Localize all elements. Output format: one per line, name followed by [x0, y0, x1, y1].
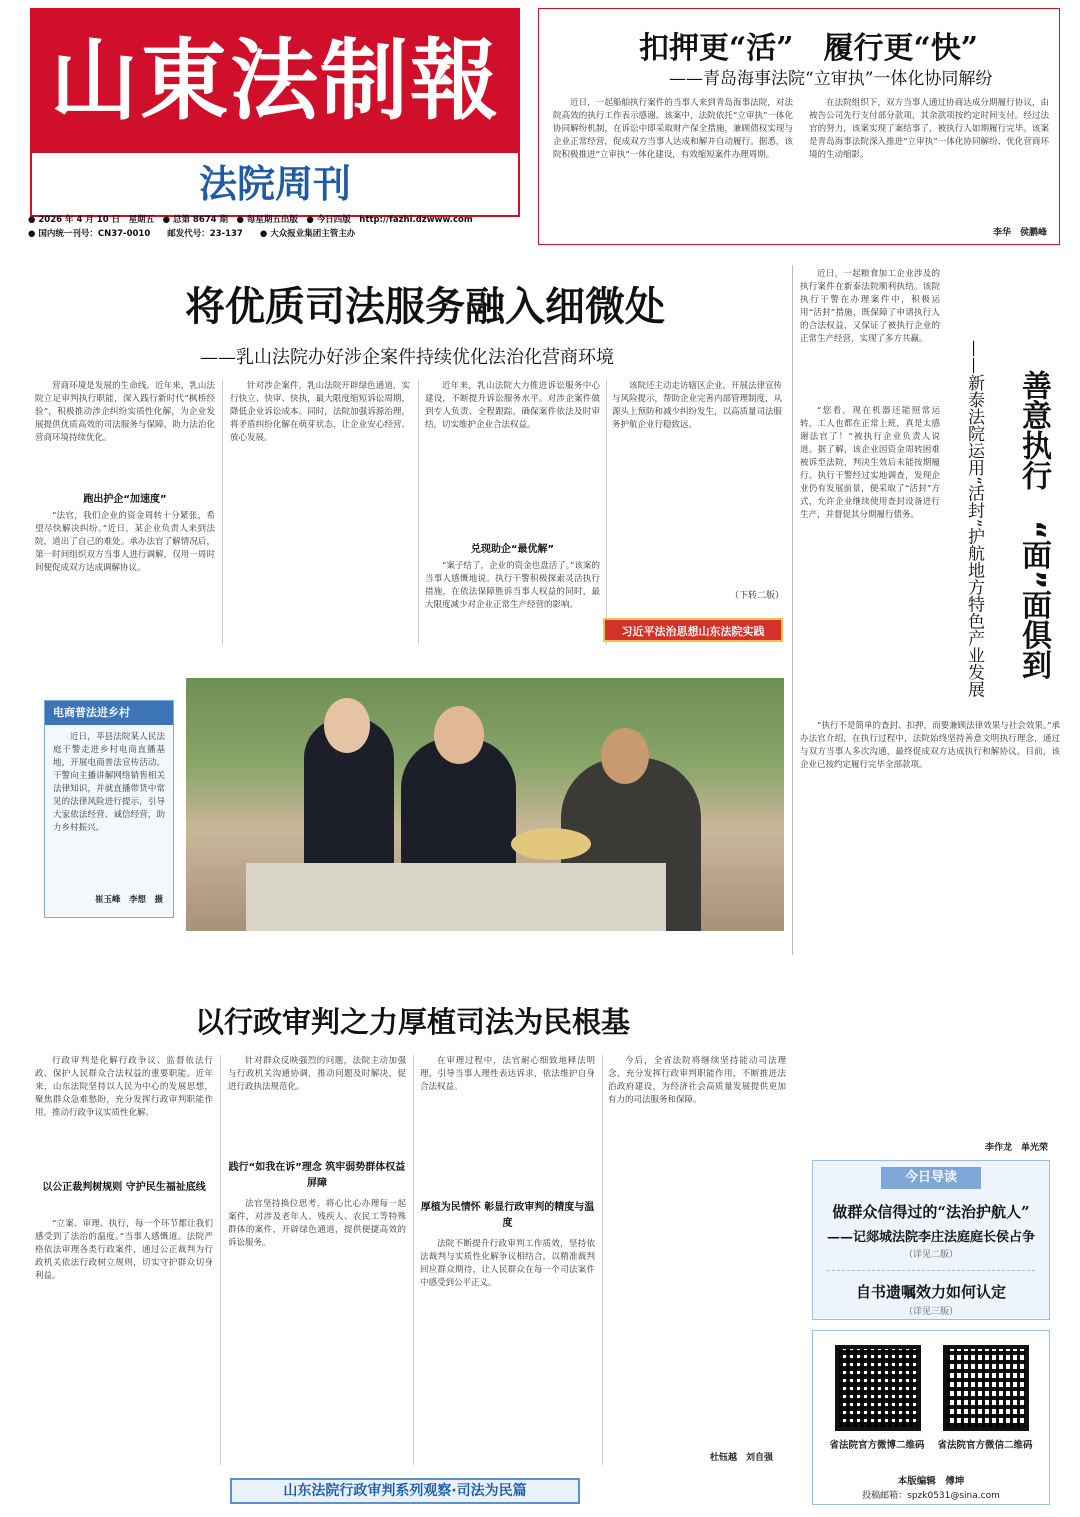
admin-story-col1: 行政审判是化解行政争议、监督依法行政、保护人民群众合法权益的重要职能。近年来，山东法院坚持以人民为中心的发展思想，聚焦群众急难愁盼，充分发挥行政审判职能作用，推动行政争议实质性化解。: [35, 1056, 213, 1118]
right-story-subtitle: ——新泰法院运用“活封”护航地方特色产业发展: [964, 340, 984, 698]
top-story-box: [538, 8, 1060, 245]
top-story-subtitle: ——青岛海事法院“立审执”一体化协同解纷: [669, 69, 993, 89]
photo-caption-title: 电商普法进乡村: [45, 701, 173, 725]
top-story-col2: 在法院组织下，双方当事人通过协商达成分期履行协议，由被告公司先行支付部分款项，其余款项按约定时间支付。经过法官的努力，该案实现了案结事了，被执行人如期履行完毕。该案是青岛海事法院深入推进“立审执”一体化协同解纷、优化营商环境的生动缩影。: [809, 98, 1049, 160]
right-story-title: 善意执行 “面”面俱到: [1016, 370, 1051, 680]
main-story-col3b: “案子结了，企业的资金也盘活了。”该案的当事人感慨地说。执行干警积极探索灵活执行措施，在依法保障胜诉当事人权益的同时，最大限度减少对企业正常生产经营的影响。: [425, 561, 600, 610]
guide-item2-title[interactable]: 自书遗嘱效力如何认定: [855, 1283, 1006, 1301]
right-story-text-a: 近日，一起粮食加工企业涉及的执行案件在新泰法院顺利执结。该院执行干警在办理案件中，积极运用“活封”措施，既保障了申请执行人的合法权益，又保证了被执行企业的正常生产经营，实现了多方共赢。: [800, 269, 940, 344]
main-story-banner: 习近平法治思想山东法院实践: [603, 618, 783, 642]
main-story-col2: 针对涉企案件，乳山法院开辟绿色通道，实行快立、快审、快执，最大限度缩短诉讼周期，降低企业诉讼成本。同时，法院加强诉源治理，将矛盾纠纷化解在萌芽状态，让企业安心经营、放心发展。: [230, 381, 410, 443]
admin-story-head2: 践行“如我在诉”理念 筑牢弱势群体权益屏障: [228, 1162, 406, 1189]
photo-caption-box: [44, 700, 174, 918]
feature-photo: [186, 678, 784, 931]
admin-story-title: 以行政审判之力厚植司法为民根基: [195, 1005, 631, 1039]
right-story-text-b: “您看，现在机器还能照常运转，工人也都在正常上班，真是太感谢法官了！”被执行企业负责人说道。据了解，该企业因资金周转困难被诉至法院，判决生效后未能按期履行。执行干警经过实地调查，发现企业仍有发展前景，便采取了“活封”方式，允许企业继续使用查封设备进行生产，并督促其分期履行债务。: [800, 406, 940, 520]
issue-line-1: ● 2026 年 4 月 10 日 星期五 ● 总第 8674 期 ● 每星期五出版 ● 今日四版 http://fazhi.dzwww.com: [28, 215, 473, 225]
table: [246, 863, 666, 931]
editor-credit: 本版编辑 傅坤: [897, 1476, 965, 1487]
guide-header: 今日导读: [881, 1167, 981, 1189]
person-2-head: [434, 706, 484, 764]
admin-story-head3: 厚植为民情怀 彰显行政审判的精度与温度: [420, 1202, 595, 1229]
submission-email[interactable]: 投稿邮箱：spzk0531@sina.com: [862, 1491, 1000, 1501]
photo-caption-byline: 崔玉峰 李想 摄: [94, 895, 163, 905]
top-story-col1: 近日，一起船舶执行案件的当事人来到青岛海事法院，对法院高效的执行工作表示感谢。该案中，法院依托“立审执”一体化协同解纷机制，在诉讼中即采取财产保全措施，兼顾债权实现与企业正常经营，促成双方当事人达成和解并自动履行。据悉，该院积极推进“立审执”一体化建设，有效缩短案件办理周期。: [553, 98, 793, 160]
wechat-qr-code: [943, 1345, 1029, 1431]
masthead-frame: [30, 153, 520, 217]
admin-story-head1: 以公正裁判树规则 守护民生福祉底线: [42, 1182, 206, 1193]
guide-item1-title[interactable]: 做群众信得过的“法治护航人”: [832, 1203, 1030, 1221]
guide-item1-sub: ——记郯城法院李庄法庭庭长侯占争: [826, 1230, 1035, 1245]
main-story-col4: 该院还主动走访辖区企业，开展法律宣传与风险提示，帮助企业完善内部管理制度，从源头上预防和减少纠纷发生，以高质量司法服务护航企业行稳致远。: [612, 381, 782, 430]
basket: [511, 828, 591, 860]
main-story-col3: 近年来，乳山法院大力推进诉讼服务中心建设，不断提升诉讼服务水平。对涉企案件做到专人负责、全程跟踪，确保案件依法及时审结，切实维护企业合法权益。: [425, 381, 600, 430]
issue-line-2: ● 国内统一刊号：CN37-0010 邮发代号：23-137 ● 大众报业集团主管主办: [28, 229, 356, 239]
main-story-head1: 跑出护企“加速度”: [83, 494, 167, 505]
admin-story-byline: 杜钰越 刘自强: [710, 1453, 774, 1463]
main-story-col1b: “法官，我们企业的资金周转十分紧张，希望尽快解决纠纷。”近日，某企业负责人来到法院，道出了自己的难处。承办法官了解情况后，第一时间组织双方当事人进行调解，仅用一周时间便促成双方达成调解协议。: [35, 511, 215, 573]
main-story-head2: 兑现助企“最优解”: [470, 544, 555, 555]
top-story-title: 扣押更“活” 履行更“快”: [639, 31, 979, 66]
admin-story-col1b: “立案、审理、执行，每一个环节都让我们感受到了法治的温度。”当事人感慨道。法院严格依法审理各类行政案件，通过公正裁判为行政机关依法行政树立规则，切实守护群众切身利益。: [35, 1219, 213, 1281]
main-story-subtitle: ——乳山法院办好涉企案件持续优化法治化营商环境: [200, 347, 614, 368]
admin-story-col4: 今后，全省法院将继续坚持能动司法理念，充分发挥行政审判职能作用，不断推进法治政府建设，为经济社会高质量发展提供更加有力的司法服务和保障。: [608, 1056, 786, 1105]
admin-story-col2b: 法官坚持换位思考，将心比心办理每一起案件，对涉及老年人、残疾人、农民工等特殊群体的案件，开辟绿色通道，提供便捷高效的诉讼服务。: [228, 1199, 406, 1248]
admin-story-col3: 在审理过程中，法官耐心细致地释法明理，引导当事人理性表达诉求，依法维护自身合法权益。: [420, 1056, 595, 1092]
right-story-text-c: “执行不是简单的查封、扣押，而要兼顾法律效果与社会效果。”承办法官介绍，在执行过程中，法院始终坚持善意文明执行理念，通过与双方当事人多次沟通，最终促成双方达成执行和解协议。目前，该企业已按约定履行完毕全部款项。: [800, 721, 1060, 770]
photo-caption-text: 近日，莘县法院某人民法庭干警走进乡村电商直播基地，开展电商普法宣传活动。干警向主播讲解网络销售相关法律知识，并就直播带货中常见的法律风险进行提示，引导大家依法经营、诚信经营，助力乡村振兴。: [53, 732, 165, 833]
admin-story-col3b: 法院不断提升行政审判工作质效，坚持依法裁判与实质性化解争议相结合，以精准裁判回应群众期待，让人民群众在每一个司法案件中感受到公平正义。: [420, 1239, 595, 1288]
weibo-qr-code: [835, 1345, 921, 1431]
right-story-byline: 李作龙 单光荣: [985, 1143, 1049, 1153]
qr-box: [812, 1330, 1050, 1505]
guide-item1-ref: （详见二版）: [903, 1250, 958, 1260]
main-story-col1: 营商环境是发展的生命线。近年来，乳山法院立足审判执行职能，深入践行新时代“枫桥经验”，积极推动涉企纠纷实质性化解，为企业发展提供优质高效的司法服务与保障，助力法治化营商环境持续优化。: [35, 381, 215, 443]
guide-item2-ref: （详见三版）: [903, 1307, 958, 1317]
person-3-head: [601, 728, 649, 784]
masthead: [20, 8, 530, 223]
wechat-qr-label: 省法院官方微信二维码: [937, 1440, 1033, 1451]
main-story-byline: （下转二版）: [730, 591, 785, 601]
issue-info: [28, 213, 528, 241]
weibo-qr-label: 省法院官方微博二维码: [829, 1440, 925, 1451]
top-story-byline: 李华 侯鹏峰: [992, 228, 1047, 238]
person-1-head: [324, 698, 370, 753]
admin-story-col2: 针对群众反映强烈的问题，法院主动加强与行政机关沟通协调，推动问题及时解决，促进行政执法规范化。: [228, 1056, 406, 1092]
admin-story-banner: 山东法院行政审判系列观察·司法为民篇: [230, 1478, 580, 1504]
main-story-title: 将优质司法服务融入细微处: [185, 284, 665, 330]
section-title: 法院周刊: [198, 162, 351, 206]
newspaper-logo: 山東法制報: [30, 8, 520, 153]
guide-box: [812, 1160, 1050, 1320]
